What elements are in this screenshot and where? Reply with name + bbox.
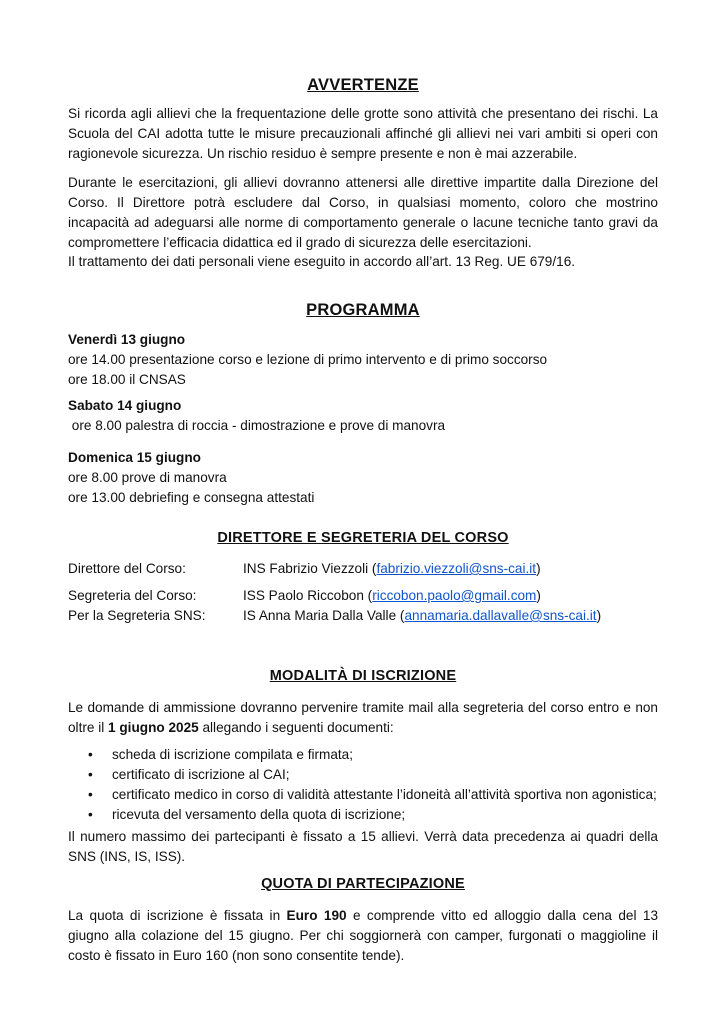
quota-text-end: e comprende vitto ed alloggio dalla cena del 13 giugno alla colazione del 15 giugno. Per chi soggiornerà con camper, furgonati o maggioline il costo è fissato in Euro 160 (non sono consentite tende). [68,908,659,963]
secretary-label: Segreteria del Corso: [68,588,197,603]
sns-secretary-email-link[interactable]: annamaria.dallavalle@sns-cai.it [404,608,597,623]
bullet-icon: • [88,807,93,822]
bullet-icon: • [88,747,93,762]
iscrizione-heading: MODALITÀ DI ISCRIZIONE [269,668,457,684]
quota-price: Euro 190 [286,908,347,923]
iscrizione-intro [68,698,658,738]
director-row [68,559,541,579]
paren-close: ) [536,561,541,576]
avvertenze-paragraph-3: Il trattamento dei dati personali viene eseguito in accordo all’art. 13 Reg. UE 679/16. [68,254,576,269]
program-item: ore 8.00 palestra di roccia - dimostrazione e prove di manovra [68,418,446,433]
program-day-2 [68,396,658,436]
avvertenze-section-2 [68,173,658,253]
secretary-row [68,586,541,606]
list-item-text: certificato di iscrizione al CAI; [112,767,290,782]
intro-text: Le domande di ammissione dovranno pervenire tramite mail alla segreteria del corso entro e non oltre il [68,700,658,735]
list-item-text: certificato medico in corso di validità attestante l’idoneità all’attività sportiva non agonistica; [112,787,657,802]
sns-secretary-row [68,606,601,626]
program-day-1 [68,330,658,390]
director-label: Direttore del Corso: [68,561,186,576]
director-name: INS Fabrizio Viezzoli ( [243,561,377,576]
list-item [68,765,658,785]
bullet-icon: • [88,767,93,782]
secretary-name: ISS Paolo Riccobon ( [243,588,373,603]
sns-secretary-name: IS Anna Maria Dalla Valle ( [243,608,405,623]
secretary-email-link[interactable]: riccobon.paolo@gmail.com [372,588,537,603]
quota-text [68,906,658,966]
program-day-title: Sabato 14 giugno [68,398,182,413]
program-day-3 [68,448,658,508]
quota-heading: QUOTA DI PARTECIPAZIONE [261,876,465,892]
list-item-text: scheda di iscrizione compilata e firmata; [112,747,354,762]
list-item [68,745,658,765]
intro-text-end: allegando i seguenti documenti: [198,720,394,735]
program-item: ore 18.00 il CNSAS [68,372,186,387]
avvertenze-paragraph-1: Si ricorda agli allievi che la frequentazione delle grotte sono attività che presentano dei rischi. La Scuola del CAI adotta tutte le misure precauzionali affinché gli allievi nei vari ambiti si operi con ragionevole sicurezza. Un rischio residuo è sempre presente e non è mai azzerabile. [68,106,658,161]
avvertenze-heading: AVVERTENZE [307,76,419,94]
program-item: ore 8.00 prove di manovra [68,470,227,485]
director-email-link[interactable]: fabrizio.viezzoli@sns-cai.it [376,561,537,576]
paren-close: ) [536,588,541,603]
programma-heading: PROGRAMMA [306,301,420,319]
deadline-date: 1 giugno 2025 [108,720,199,735]
iscrizione-note [68,827,658,867]
iscrizione-note-text: Il numero massimo dei partecipanti è fissato a 15 allievi. Verrà data precedenza ai quadri della SNS (INS, IS, ISS). [68,829,658,864]
list-item-text: ricevuta del versamento della quota di iscrizione; [112,807,406,822]
paren-close: ) [596,608,602,623]
iscrizione-intro-text [68,698,658,738]
avvertenze-section [68,104,658,164]
list-item [68,805,658,825]
program-item: ore 14.00 presentazione corso e lezione di primo intervento e di primo soccorso [68,352,548,367]
list-item [68,785,658,805]
bullet-icon: • [88,787,93,802]
avvertenze-paragraph-2: Durante le esercitazioni, gli allievi dovranno attenersi alle direttive impartite dalla Direzione del Corso. Il Direttore potrà escludere dal Corso, in qualsiasi momento, coloro che mostrino incapacità ad adeguarsi alle norme di comportamento generale o lacune tecniche tanto gravi da compromettere l’efficacia didattica ed il grado di sicurezza delle esercitazioni. [68,175,658,250]
documents-list [68,745,658,825]
program-item: ore 13.00 debriefing e consegna attestati [68,490,315,505]
sns-secretary-label: Per la Segreteria SNS: [68,608,206,623]
program-day-title: Venerdì 13 giugno [68,332,186,347]
direzione-heading: DIRETTORE E SEGRETERIA DEL CORSO [217,530,509,546]
quota-text-start: La quota di iscrizione è fissata in [68,908,287,923]
quota-section [68,906,658,966]
program-day-title: Domenica 15 giugno [68,450,201,465]
avvertenze-section-3 [68,252,658,272]
